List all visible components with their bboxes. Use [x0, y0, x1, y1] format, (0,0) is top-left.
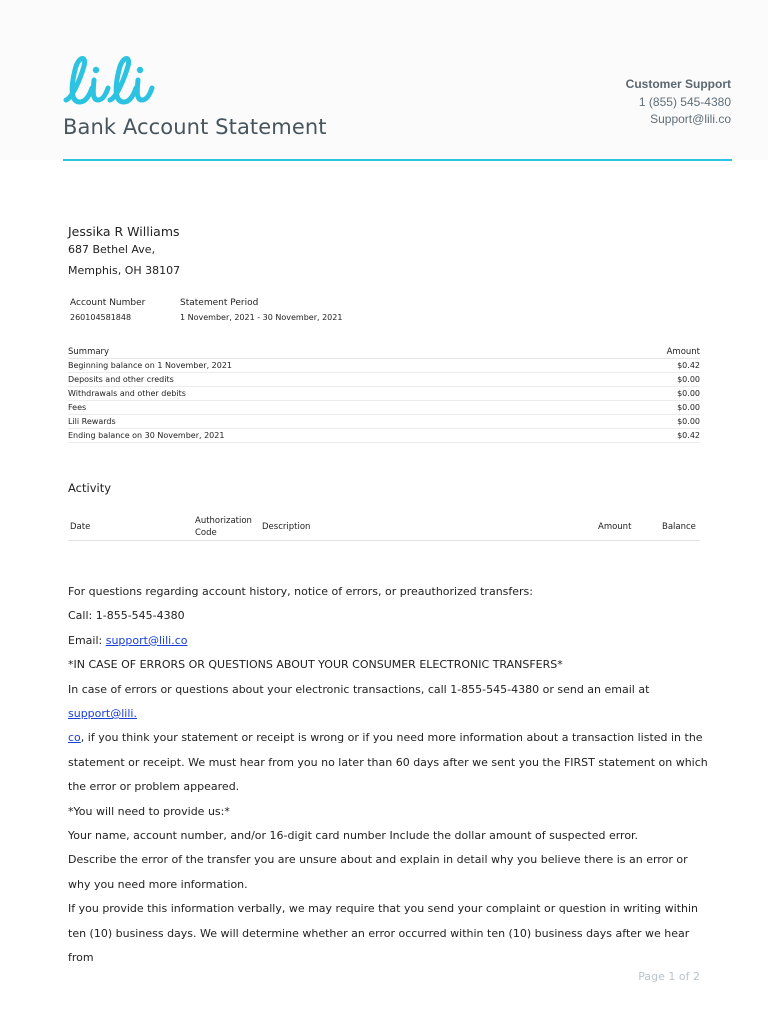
summary-row-amount: $0.00 [677, 417, 700, 426]
summary-row-amount: $0.42 [677, 431, 700, 440]
summary-row-label: Ending balance on 30 November, 2021 [68, 431, 225, 440]
notice-p3: Your name, account number, and/or 16-digit card number Include the dollar amount of suspected error. [68, 829, 639, 843]
notice-p4: Describe the error of the transfer you are unsure about and explain in detail why you believe there is an error or why you need more information. [68, 853, 688, 891]
col-description: Description [262, 522, 311, 532]
support-title: Customer Support [625, 77, 731, 91]
customer-name: Jessika R Williams [68, 224, 180, 239]
support-email: Support@lili.co [650, 112, 731, 126]
header-divider [63, 159, 732, 161]
notice-p5: If you provide this information verbally, we may require that you send your complaint or question in writing within ten (10) business days. We will determine whether an error occurred within ten (10) business days after we hear from [68, 902, 699, 965]
summary-row [68, 359, 700, 373]
activity-title: Activity [68, 481, 112, 495]
support-email-link[interactable]: support@lili.co [105, 633, 188, 647]
summary-row-amount: $0.00 [677, 375, 700, 384]
summary-header [68, 346, 700, 359]
account-number-block [70, 298, 145, 322]
summary-row-label: Withdrawals and other debits [68, 389, 186, 398]
notice-p1: For questions regarding account history, notice of errors, or preauthorized transfers: [68, 585, 533, 598]
summary-row [68, 401, 700, 415]
customer-support-block [626, 77, 731, 129]
summary-table [68, 346, 700, 443]
account-number-label: Account Number [70, 298, 146, 308]
notice-caps: *IN CASE OF ERRORS OR QUESTIONS ABOUT YOUR CONSUMER ELECTRONIC TRANSFERS* [68, 658, 563, 672]
summary-row [68, 387, 700, 401]
summary-row [68, 373, 700, 387]
statement-period-label: Statement Period [180, 298, 259, 308]
notice-provide: *You will need to provide us:* [68, 804, 230, 818]
col-date: Date [70, 522, 91, 532]
address-line-2: Memphis, OH 38107 [68, 264, 181, 277]
summary-row-label: Fees [68, 403, 87, 412]
summary-header-label: Summary [68, 347, 110, 357]
notice-call: Call: 1-855-545-4380 [68, 609, 185, 623]
notice-p2-post: , if you think your statement or receipt is wrong or if you need more information about a transaction listed in the statement or receipt. We must hear from you no later than 60 days after we sent you the FIRST statement on which the error or problem appeared. [68, 731, 708, 794]
col-authorization-code: Code [195, 528, 217, 538]
page-title: Bank Account Statement [63, 115, 327, 139]
account-number: 260104581848 [70, 313, 132, 322]
summary-row [68, 429, 700, 443]
notice-email-prefix: Email: [68, 633, 106, 647]
customer-address [68, 224, 180, 285]
activity-table-header [68, 514, 700, 541]
summary-row-label: Lili Rewards [68, 417, 116, 426]
page-number: Page 1 of 2 [638, 970, 700, 983]
lili-logo [62, 50, 156, 112]
notice-email [68, 629, 708, 653]
summary-row-amount: $0.00 [677, 403, 700, 412]
summary-row-amount: $0.42 [677, 361, 700, 370]
summary-row [68, 415, 700, 429]
support-email-link-part-b: co [68, 731, 81, 745]
col-amount: Amount [598, 522, 632, 532]
statement-period-block [180, 298, 342, 322]
notice-text [68, 580, 708, 971]
statement-period: 1 November, 2021 - 30 November, 2021 [180, 313, 343, 322]
col-balance: Balance [662, 522, 696, 532]
summary-row-label: Beginning balance on 1 November, 2021 [68, 361, 233, 370]
summary-header-amount: Amount [666, 347, 700, 357]
address-line-1: 687 Bethel Ave, [68, 243, 156, 256]
col-authorization: Authorization [195, 516, 252, 526]
summary-row-amount: $0.00 [677, 389, 700, 398]
summary-row-label: Deposits and other credits [68, 375, 174, 384]
notice-p2 [68, 678, 708, 800]
support-phone: 1 (855) 545-4380 [638, 95, 731, 109]
support-email-link-part-a: support@lili. [68, 707, 137, 721]
notice-p2-pre: In case of errors or questions about your electronic transactions, call 1-855-545-4380 or send an email at [68, 682, 650, 696]
